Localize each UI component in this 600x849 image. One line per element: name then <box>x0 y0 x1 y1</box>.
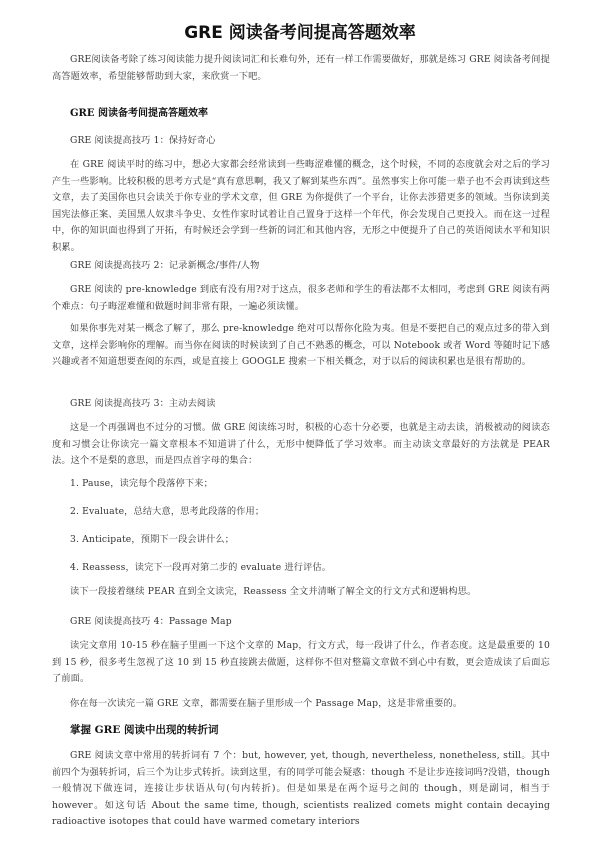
tip4-heading: GRE 阅读提高技巧 4：Passage Map <box>70 616 232 627</box>
page-title: GRE 阅读备考间提高答题效率 <box>184 23 416 43</box>
tip2-paragraph-1: GRE 阅读的 pre-knowledge 到底有没有用?对于这点，很多老师和学生的看法都不太相同，考虑到 GRE 阅读有两个难点：句子晦涩难懂和做题时间非常有限，一遍必须读懂。 <box>52 284 550 312</box>
pear-step-4: 4. Reassess，读完下一段再对第二步的 evaluate 进行评估。 <box>70 562 332 573</box>
pear-step-2: 2. Evaluate，总结大意，思考此段落的作用； <box>70 506 265 517</box>
section-heading-efficiency: GRE 阅读备考间提高答题效率 <box>70 108 208 119</box>
tip2-paragraph-2: 如果你事先对某一概念了解了，那么 pre-knowledge 绝对可以帮你化险为夷。但是不要把自己的观点过多的带入到文章，这样会影响你的理解。而当你在阅读的时候读到了自己不熟悉的概念，可以 Notebook 或者 Word 等随时记下感兴趣或者不知道想要查阅的东西，或是直接上 GOOGLE 搜索一下相关概念，对于以后的阅读积累也是很有帮助的。 <box>52 323 550 367</box>
transitions-paragraph: GRE 阅读文章中常用的转折词有 7 个：but, however, yet, though, nevertheless, nonetheless, still。其中前四个为强转折词，后三个为让步式转折。读到这里，有的同学可能会疑惑：though 不是让步连接词吗?没错，though 一般情况下做连词，连接让步状语从句(句内转折)。但是如果是在两个逗号之间的 though，则是副词，相当于 however。如这句话 About the same time, though, scientists realized comets might contain decaying radioactive isotopes that could have warmed cometary interiors <box>52 750 550 827</box>
section-heading-transitions: 掌握 GRE 阅读中出现的转折词 <box>70 724 219 736</box>
tip4-paragraph-2: 你在每一次读完一篇 GRE 文章，都需要在脑子里形成一个 Passage Map，这是非常重要的。 <box>70 698 463 709</box>
tip2-heading: GRE 阅读提高技巧 2：记录新概念/事件/人物 <box>70 260 260 271</box>
intro-paragraph: GRE阅读备考除了练习阅读能力提升阅读词汇和长难句外，还有一样工作需要做好，那就是练习 GRE 阅读备考间提高答题效率，希望能够帮助到大家，来欣赏一下吧。 <box>52 54 550 82</box>
tip1-heading: GRE 阅读提高技巧 1：保持好奇心 <box>70 135 216 146</box>
tip3-heading: GRE 阅读提高技巧 3：主动去阅读 <box>70 398 216 409</box>
tip4-paragraph-1: 读完文章用 10-15 秒在脑子里画一下这个文章的 Map，行文方式，每一段讲了什么，作者态度。这是最重要的 10 到 15 秒，很多考生忽视了这 10 到 15 秒直接跳去做题，这样你不但对整篇文章做不到心中有数，更会造成读了后面忘了前面。 <box>52 640 550 684</box>
tip1-paragraph: 在 GRE 阅读平时的练习中，想必大家都会经常读到一些晦涩难懂的概念，这个时候，不同的态度就会对之后的学习产生一些影响。比较积极的思考方式是“真有意思啊，我又了解到某些东西”。虽然事实上你可能一辈子也不会再读到这些文章，去了美国你也只会读关于你专业的学术文章，但 GRE 为你提供了一个平台，让你去涉猎更多的领域。当你读到美国宪法修正案、美国黑人奴隶斗争史、女性作家时试着让自己置身于这样一个年代，你会发现自己更投入。而在这一过程中，你的知识面也得到了开拓，有时候还会学到一些新的词汇和其他内容，无形之中便提升了自己的英语阅读水平和知识积累。 <box>52 159 550 253</box>
tip3-outro: 读下一段接着继续 PEAR 直到全文读完，Reassess 全文并清晰了解全文的行文方式和逻辑构思。 <box>70 586 477 597</box>
pear-step-3: 3. Anticipate，预期下一段会讲什么； <box>70 534 235 545</box>
pear-step-1: 1. Pause，读完每个段落停下来； <box>70 478 213 489</box>
tip3-paragraph: 这是一个再强调也不过分的习惯。做 GRE 阅读练习时，积极的心态十分必要，也就是主动去读，消极被动的阅读态度和习惯会让你读完一篇文章根本不知道讲了什么，无形中便降低了学习效率。而主动读文章最好的方法就是 PEAR 法。这个不是梨的意思，而是四点首字母的集合： <box>52 422 550 466</box>
